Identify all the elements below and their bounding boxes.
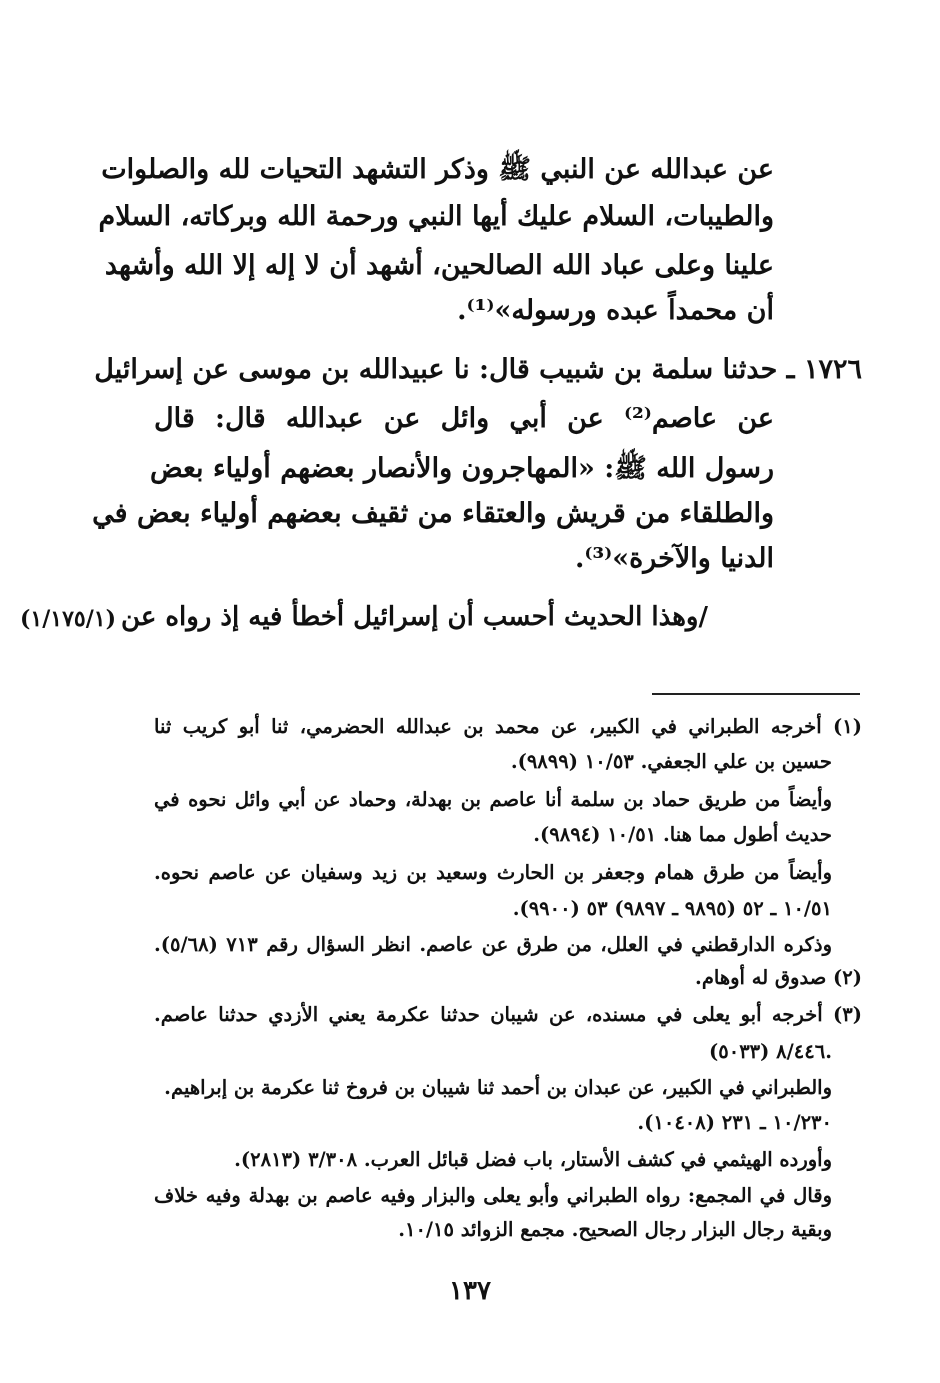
main-text-line: والطيبات، السلام عليك أيها النبي ورحمة الله وبركاته، السلام (98, 201, 774, 232)
footnote-line: حديث أطول مما هنا. ١٠/٥١ (٩٨٩٤). (533, 823, 832, 846)
footnote-line: وأورده الهيثمي في كشف الأستار، باب فضل قبائل العرب. ٣/٣٠٨ (٢٨١٣). (234, 1148, 832, 1171)
footnote-line: وقال في المجمع: رواه الطبراني وأبو يعلى والبزار وفيه عاصم بن بهدلة وفيه خلاف (154, 1184, 832, 1207)
main-text-line: عن عبدالله عن النبي ﷺ وذكر التشهد التحيات لله والصلوات (101, 154, 774, 185)
footnote-line: ٨/٤٤٦ (٥٠٣٣). (709, 1040, 832, 1063)
footnote-line: وأيضاً من طرق همام وجعفر بن الحارث وسعيد بن زيد وسفيان عن عاصم نحوه. (154, 861, 832, 884)
footnote-line: ١٠/٥١ ـ ٥٢ (٩٨٩٥ ـ ٩٨٩٧) ٥٣ (٩٩٠٠). (512, 897, 832, 920)
footnote-line: حسين بن علي الجعفي. ١٠/٥٣ (٩٨٩٩). (510, 750, 832, 773)
footnote-divider (652, 693, 860, 695)
footnote-line: وبقية رجال البزار رجال الصحيح. مجمع الزوائد ١٠/١٥. (398, 1218, 832, 1241)
footnote-line: وذكره الدارقطني في العلل، من طرق عن عاصم. انظر السؤال رقم ٧١٣ (٥/٦٨). (154, 933, 832, 956)
footnote-line: والطبراني في الكبير، عن عبدان بن أحمد ثنا شيبان بن فروخ ثنا عكرمة بن إبراهيم. (164, 1076, 832, 1099)
hadith-line: رسول الله ﷺ: «المهاجرون والأنصار بعضهم أولياء بعض (149, 453, 774, 484)
footnote-line: ١٠/٢٣٠ ـ ٢٣١ (١٠٤٠٨). (637, 1111, 832, 1134)
hadith-line: ١٧٢٦ ـ حدثنا سلمة بن شبيب قال: نا عبيدالله بن موسى عن إسرائيل (94, 354, 862, 385)
main-text-line: علينا وعلى عباد الله الصالحين، أشهد أن لا إله إلا الله وأشهد (104, 250, 774, 281)
margin-reference: (١/١٧٥/١) (20, 606, 116, 632)
hadith-line: والطلقاء من قريش والعتقاء من ثقيف بعضهم أولياء بعض في (92, 498, 774, 529)
footnote-line: (٣) أخرجه أبو يعلى في مسنده، عن شيبان حدثنا عكرمة يعني الأزدي حدثنا عاصم. (154, 1003, 862, 1026)
footnote-line: وأيضاً من طريق حماد بن سلمة أنا عاصم بن بهدلة، وحماد عن أبي وائل نحوه في (154, 788, 832, 811)
hadith-line: الدنيا والآخرة»⁽³⁾. (574, 543, 774, 574)
footnote-line: (١) أخرجه الطبراني في الكبير، عن محمد بن عبدالله الحضرمي، ثنا أبو كريب ثنا (154, 715, 862, 738)
main-text-line: أن محمداً عبده ورسوله»⁽¹⁾. (457, 295, 774, 326)
hadith-line: عن عاصم⁽²⁾ عن أبي وائل عن عبدالله قال: قال (154, 403, 775, 434)
continuation-line: /وهذا الحديث أحسب أن إسرائيل أخطأ فيه إذ رواه عن (121, 602, 708, 632)
page-number: ١٣٧ (449, 1276, 491, 1306)
footnote-line: (٢) صدوق له أوهام. (695, 966, 862, 989)
